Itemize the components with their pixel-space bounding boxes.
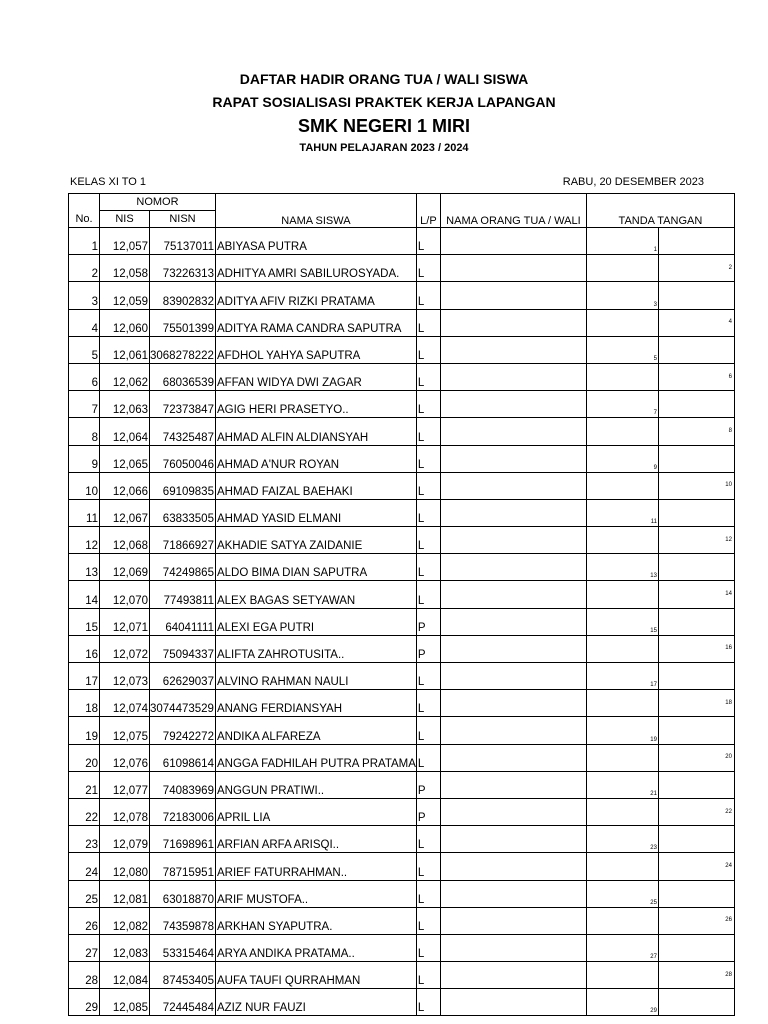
row-student-name: ALIFTA ZAHROTUSITA.. xyxy=(215,635,416,662)
school-name: SMK NEGERI 1 MIRI xyxy=(297,116,471,136)
header-nama-wali: NAMA ORANG TUA / WALI xyxy=(440,194,586,228)
row-student-name: ARYA ANDIKA PRATAMA.. xyxy=(215,934,416,961)
row-parent-name-field[interactable] xyxy=(440,962,586,989)
header-nomor: NOMOR xyxy=(100,194,216,211)
table-row xyxy=(69,472,735,499)
row-signature-right[interactable]: 4 xyxy=(658,309,734,336)
row-number: 25 xyxy=(69,880,100,907)
row-parent-name-field[interactable] xyxy=(440,581,586,608)
row-student-name: ADITYA RAMA CANDRA SAPUTRA xyxy=(215,309,416,336)
row-nis: 12,074 xyxy=(100,690,150,717)
row-student-name: AGIG HERI PRASETYO.. xyxy=(215,391,416,418)
row-signature-right[interactable]: 10 xyxy=(658,472,734,499)
row-parent-name-field[interactable] xyxy=(440,336,586,363)
row-parent-name-field[interactable] xyxy=(440,798,586,825)
row-parent-name-field[interactable] xyxy=(440,989,586,1016)
row-gender: L xyxy=(416,336,440,363)
row-parent-name-field[interactable] xyxy=(440,663,586,690)
row-number: 26 xyxy=(69,907,100,934)
row-signature-left[interactable]: 3 xyxy=(586,282,658,309)
row-nis: 12,083 xyxy=(100,934,150,961)
row-parent-name-field[interactable] xyxy=(440,445,586,472)
row-nis: 12,068 xyxy=(100,527,150,554)
row-student-name: ALEXI EGA PUTRI xyxy=(215,608,416,635)
row-nis: 12,078 xyxy=(100,798,150,825)
row-signature-right[interactable]: 18 xyxy=(658,690,734,717)
row-signature-right[interactable]: 22 xyxy=(658,798,734,825)
row-signature-left[interactable] xyxy=(586,527,658,554)
row-parent-name-field[interactable] xyxy=(440,880,586,907)
row-nisn: 68036539 xyxy=(150,363,216,390)
row-nisn: 74325487 xyxy=(150,418,216,445)
row-gender: L xyxy=(416,744,440,771)
row-nisn: 63018870 xyxy=(150,880,216,907)
row-signature-left[interactable]: 11 xyxy=(586,499,658,526)
table-row xyxy=(69,554,735,581)
row-signature-left[interactable]: 17 xyxy=(586,663,658,690)
row-student-name: AHMAD A'NUR ROYAN xyxy=(215,445,416,472)
row-gender: P xyxy=(416,771,440,798)
row-signature-left[interactable] xyxy=(586,309,658,336)
table-row xyxy=(69,499,735,526)
row-parent-name-field[interactable] xyxy=(440,771,586,798)
header-nama-siswa: NAMA SISWA xyxy=(215,194,416,228)
row-parent-name-field[interactable] xyxy=(440,690,586,717)
header-nis: NIS xyxy=(100,211,150,228)
row-signature-left[interactable]: 27 xyxy=(586,934,658,961)
row-nisn: 77493811 xyxy=(150,581,216,608)
attendance-table xyxy=(68,193,735,1016)
row-parent-name-field[interactable] xyxy=(440,608,586,635)
row-nisn: 87453405 xyxy=(150,962,216,989)
table-row xyxy=(69,255,735,282)
row-gender: L xyxy=(416,554,440,581)
row-signature-right[interactable]: 2 xyxy=(658,255,734,282)
row-student-name: ADITYA AFIV RIZKI PRATAMA xyxy=(215,282,416,309)
table-row xyxy=(69,717,735,744)
row-nisn: 53315464 xyxy=(150,934,216,961)
row-student-name: ANGGUN PRATIWI.. xyxy=(215,771,416,798)
row-gender: L xyxy=(416,934,440,961)
row-nisn: 71698961 xyxy=(150,826,216,853)
row-nisn: 63833505 xyxy=(150,499,216,526)
row-signature-right[interactable] xyxy=(658,934,734,961)
row-number: 24 xyxy=(69,853,100,880)
table-row xyxy=(69,608,735,635)
row-student-name: APRIL LIA xyxy=(215,798,416,825)
row-nisn: 64041111 xyxy=(150,608,216,635)
table-row xyxy=(69,934,735,961)
table-row xyxy=(69,635,735,662)
row-number: 6 xyxy=(69,363,100,390)
row-nis: 12,067 xyxy=(100,499,150,526)
row-signature-left[interactable] xyxy=(586,418,658,445)
row-nisn: 3074473529 xyxy=(150,690,216,717)
row-number: 15 xyxy=(69,608,100,635)
row-nisn: 73226313 xyxy=(150,255,216,282)
row-nis: 12,058 xyxy=(100,255,150,282)
row-student-name: ADHITYA AMRI SABILUROSYADA. xyxy=(215,255,416,282)
row-gender: L xyxy=(416,499,440,526)
table-row xyxy=(69,391,735,418)
table-row xyxy=(69,527,735,554)
row-number: 16 xyxy=(69,635,100,662)
row-nis: 12,084 xyxy=(100,962,150,989)
row-nis: 12,080 xyxy=(100,853,150,880)
row-nis: 12,066 xyxy=(100,472,150,499)
row-nis: 12,081 xyxy=(100,880,150,907)
row-gender: L xyxy=(416,255,440,282)
row-student-name: AHMAD ALFIN ALDIANSYAH xyxy=(215,418,416,445)
row-number: 12 xyxy=(69,527,100,554)
header-nisn: NISN xyxy=(150,211,216,228)
row-gender: L xyxy=(416,581,440,608)
row-signature-left[interactable]: 29 xyxy=(586,989,658,1016)
row-gender: L xyxy=(416,363,440,390)
row-number: 22 xyxy=(69,798,100,825)
row-signature-left[interactable] xyxy=(586,744,658,771)
row-nis: 12,076 xyxy=(100,744,150,771)
row-signature-left[interactable]: 19 xyxy=(586,717,658,744)
row-gender: L xyxy=(416,282,440,309)
row-parent-name-field[interactable] xyxy=(440,499,586,526)
row-number: 14 xyxy=(69,581,100,608)
row-signature-right[interactable]: 26 xyxy=(658,907,734,934)
row-student-name: ARIEF FATURRAHMAN.. xyxy=(215,853,416,880)
row-number: 13 xyxy=(69,554,100,581)
row-gender: P xyxy=(416,635,440,662)
row-parent-name-field[interactable] xyxy=(440,228,586,255)
header-blank xyxy=(69,194,100,211)
row-student-name: ANANG FERDIANSYAH xyxy=(215,690,416,717)
row-signature-right[interactable]: 24 xyxy=(658,853,734,880)
row-parent-name-field[interactable] xyxy=(440,472,586,499)
row-gender: L xyxy=(416,907,440,934)
row-nisn: 79242272 xyxy=(150,717,216,744)
row-number: 20 xyxy=(69,744,100,771)
row-gender: L xyxy=(416,228,440,255)
row-number: 18 xyxy=(69,690,100,717)
row-gender: P xyxy=(416,608,440,635)
row-student-name: AHMAD FAIZAL BAEHAKI xyxy=(215,472,416,499)
row-parent-name-field[interactable] xyxy=(440,527,586,554)
row-signature-left[interactable] xyxy=(586,255,658,282)
row-number: 28 xyxy=(69,962,100,989)
row-signature-left[interactable]: 13 xyxy=(586,554,658,581)
row-gender: L xyxy=(416,690,440,717)
row-gender: L xyxy=(416,826,440,853)
row-student-name: ANDIKA ALFAREZA xyxy=(215,717,416,744)
row-signature-right[interactable]: 6 xyxy=(658,363,734,390)
row-signature-right[interactable] xyxy=(658,282,734,309)
row-nis: 12,063 xyxy=(100,391,150,418)
row-parent-name-field[interactable] xyxy=(440,391,586,418)
row-gender: L xyxy=(416,527,440,554)
row-signature-left[interactable] xyxy=(586,907,658,934)
row-nisn: 83902832 xyxy=(150,282,216,309)
class-label: KELAS XI TO 1 xyxy=(70,176,147,188)
row-student-name: AFFAN WIDYA DWI ZAGAR xyxy=(215,363,416,390)
row-nis: 12,082 xyxy=(100,907,150,934)
row-nis: 12,069 xyxy=(100,554,150,581)
row-student-name: AFDHOL YAHYA SAPUTRA xyxy=(215,336,416,363)
table-row xyxy=(69,880,735,907)
attendance-rows xyxy=(69,228,735,1016)
meeting-date: RABU, 20 DESEMBER 2023 xyxy=(562,176,704,188)
table-row xyxy=(69,907,735,934)
row-nis: 12,075 xyxy=(100,717,150,744)
row-signature-right[interactable] xyxy=(658,608,734,635)
row-gender: L xyxy=(416,418,440,445)
header-tanda-tangan: TANDA TANGAN xyxy=(586,194,734,228)
row-signature-right[interactable] xyxy=(658,989,734,1016)
document-title: DAFTAR HADIR ORANG TUA / WALI SISWA xyxy=(239,71,529,87)
table-row xyxy=(69,744,735,771)
row-signature-right[interactable] xyxy=(658,717,734,744)
row-number: 7 xyxy=(69,391,100,418)
row-parent-name-field[interactable] xyxy=(440,853,586,880)
row-nis: 12,070 xyxy=(100,581,150,608)
row-nisn: 61098614 xyxy=(150,744,216,771)
table-row xyxy=(69,853,735,880)
row-signature-right[interactable] xyxy=(658,228,734,255)
table-row xyxy=(69,962,735,989)
row-parent-name-field[interactable] xyxy=(440,907,586,934)
row-student-name: AKHADIE SATYA ZAIDANIE xyxy=(215,527,416,554)
row-signature-left[interactable]: 21 xyxy=(586,771,658,798)
row-student-name: ALDO BIMA DIAN SAPUTRA xyxy=(215,554,416,581)
row-signature-left[interactable] xyxy=(586,962,658,989)
row-gender: L xyxy=(416,853,440,880)
row-number: 27 xyxy=(69,934,100,961)
row-nis: 12,077 xyxy=(100,771,150,798)
row-nisn: 75137011 xyxy=(150,228,216,255)
row-number: 10 xyxy=(69,472,100,499)
row-student-name: AZIZ NUR FAUZI xyxy=(215,989,416,1016)
row-student-name: ALEX BAGAS SETYAWAN xyxy=(215,581,416,608)
row-signature-left[interactable]: 5 xyxy=(586,336,658,363)
header-no: No. xyxy=(69,211,100,228)
row-signature-right[interactable] xyxy=(658,663,734,690)
row-signature-left[interactable]: 7 xyxy=(586,391,658,418)
row-nis: 12,060 xyxy=(100,309,150,336)
row-nisn: 78715951 xyxy=(150,853,216,880)
row-nis: 12,085 xyxy=(100,989,150,1016)
row-parent-name-field[interactable] xyxy=(440,255,586,282)
row-number: 8 xyxy=(69,418,100,445)
row-number: 19 xyxy=(69,717,100,744)
row-signature-right[interactable]: 28 xyxy=(658,962,734,989)
row-signature-left[interactable]: 23 xyxy=(586,826,658,853)
row-parent-name-field[interactable] xyxy=(440,309,586,336)
row-parent-name-field[interactable] xyxy=(440,418,586,445)
row-nis: 12,057 xyxy=(100,228,150,255)
row-student-name: AUFA TAUFI QURRAHMAN xyxy=(215,962,416,989)
row-parent-name-field[interactable] xyxy=(440,363,586,390)
row-nisn: 74249865 xyxy=(150,554,216,581)
row-gender: L xyxy=(416,663,440,690)
row-gender: L xyxy=(416,962,440,989)
row-gender: L xyxy=(416,391,440,418)
row-nis: 12,073 xyxy=(100,663,150,690)
row-nisn: 76050046 xyxy=(150,445,216,472)
row-number: 17 xyxy=(69,663,100,690)
row-parent-name-field[interactable] xyxy=(440,635,586,662)
row-signature-left[interactable] xyxy=(586,853,658,880)
row-signature-left[interactable] xyxy=(586,581,658,608)
row-signature-left[interactable]: 25 xyxy=(586,880,658,907)
row-nis: 12,059 xyxy=(100,282,150,309)
row-signature-left[interactable] xyxy=(586,363,658,390)
row-signature-right[interactable] xyxy=(658,771,734,798)
row-signature-right[interactable] xyxy=(658,880,734,907)
row-nis: 12,071 xyxy=(100,608,150,635)
row-student-name: ANGGA FADHILAH PUTRA PRATAMA xyxy=(215,744,416,771)
row-number: 3 xyxy=(69,282,100,309)
table-row xyxy=(69,663,735,690)
row-parent-name-field[interactable] xyxy=(440,826,586,853)
row-parent-name-field[interactable] xyxy=(440,934,586,961)
row-signature-right[interactable] xyxy=(658,336,734,363)
row-parent-name-field[interactable] xyxy=(440,282,586,309)
row-number: 2 xyxy=(69,255,100,282)
row-signature-left[interactable]: 15 xyxy=(586,608,658,635)
row-signature-left[interactable]: 1 xyxy=(586,228,658,255)
row-nisn: 75094337 xyxy=(150,635,216,662)
row-signature-right[interactable] xyxy=(658,391,734,418)
row-signature-left[interactable] xyxy=(586,798,658,825)
table-row xyxy=(69,445,735,472)
row-number: 11 xyxy=(69,499,100,526)
row-gender: L xyxy=(416,880,440,907)
row-gender: L xyxy=(416,309,440,336)
row-nisn: 62629037 xyxy=(150,663,216,690)
row-signature-right[interactable]: 16 xyxy=(658,635,734,662)
row-signature-right[interactable]: 14 xyxy=(658,581,734,608)
row-signature-right[interactable]: 20 xyxy=(658,744,734,771)
row-nisn: 3068278222 xyxy=(150,336,216,363)
header-lp: L/P xyxy=(416,194,440,228)
row-nis: 12,064 xyxy=(100,418,150,445)
row-nisn: 71866927 xyxy=(150,527,216,554)
row-signature-right[interactable] xyxy=(658,445,734,472)
row-nisn: 72373847 xyxy=(150,391,216,418)
row-gender: L xyxy=(416,445,440,472)
row-gender: L xyxy=(416,717,440,744)
table-row xyxy=(69,309,735,336)
table-row xyxy=(69,336,735,363)
row-number: 9 xyxy=(69,445,100,472)
row-signature-left[interactable] xyxy=(586,472,658,499)
document-subtitle: RAPAT SOSIALISASI PRAKTEK KERJA LAPANGAN xyxy=(212,94,556,110)
row-signature-left[interactable] xyxy=(586,690,658,717)
row-signature-left[interactable] xyxy=(586,635,658,662)
row-nisn: 74083969 xyxy=(150,771,216,798)
row-student-name: ALVINO RAHMAN NAULI xyxy=(215,663,416,690)
table-row xyxy=(69,798,735,825)
table-row xyxy=(69,826,735,853)
academic-year: TAHUN PELAJARAN 2023 / 2024 xyxy=(299,142,469,154)
row-signature-right[interactable]: 12 xyxy=(658,527,734,554)
row-signature-right[interactable]: 8 xyxy=(658,418,734,445)
table-row xyxy=(69,363,735,390)
row-nisn: 72183006 xyxy=(150,798,216,825)
row-nisn: 75501399 xyxy=(150,309,216,336)
row-nis: 12,061 xyxy=(100,336,150,363)
row-signature-left[interactable]: 9 xyxy=(586,445,658,472)
table-row xyxy=(69,282,735,309)
row-number: 21 xyxy=(69,771,100,798)
row-student-name: ARKHAN SYAPUTRA. xyxy=(215,907,416,934)
row-nis: 12,062 xyxy=(100,363,150,390)
table-row xyxy=(69,581,735,608)
table-row xyxy=(69,228,735,255)
row-nisn: 69109835 xyxy=(150,472,216,499)
row-nis: 12,072 xyxy=(100,635,150,662)
row-signature-right[interactable] xyxy=(658,499,734,526)
row-parent-name-field[interactable] xyxy=(440,554,586,581)
row-parent-name-field[interactable] xyxy=(440,744,586,771)
row-signature-right[interactable] xyxy=(658,826,734,853)
row-parent-name-field[interactable] xyxy=(440,717,586,744)
table-row xyxy=(69,771,735,798)
row-signature-right[interactable] xyxy=(658,554,734,581)
row-number: 23 xyxy=(69,826,100,853)
table-row xyxy=(69,690,735,717)
row-number: 1 xyxy=(69,228,100,255)
row-student-name: ABIYASA PUTRA xyxy=(215,228,416,255)
row-nis: 12,079 xyxy=(100,826,150,853)
row-student-name: ARIF MUSTOFA.. xyxy=(215,880,416,907)
row-gender: L xyxy=(416,989,440,1016)
row-number: 4 xyxy=(69,309,100,336)
row-number: 29 xyxy=(69,989,100,1016)
row-nisn: 72445484 xyxy=(150,989,216,1016)
table-row xyxy=(69,418,735,445)
table-row xyxy=(69,989,735,1016)
row-student-name: ARFIAN ARFA ARISQI.. xyxy=(215,826,416,853)
row-number: 5 xyxy=(69,336,100,363)
row-nisn: 74359878 xyxy=(150,907,216,934)
row-student-name: AHMAD YASID ELMANI xyxy=(215,499,416,526)
row-gender: L xyxy=(416,472,440,499)
row-gender: P xyxy=(416,798,440,825)
row-nis: 12,065 xyxy=(100,445,150,472)
